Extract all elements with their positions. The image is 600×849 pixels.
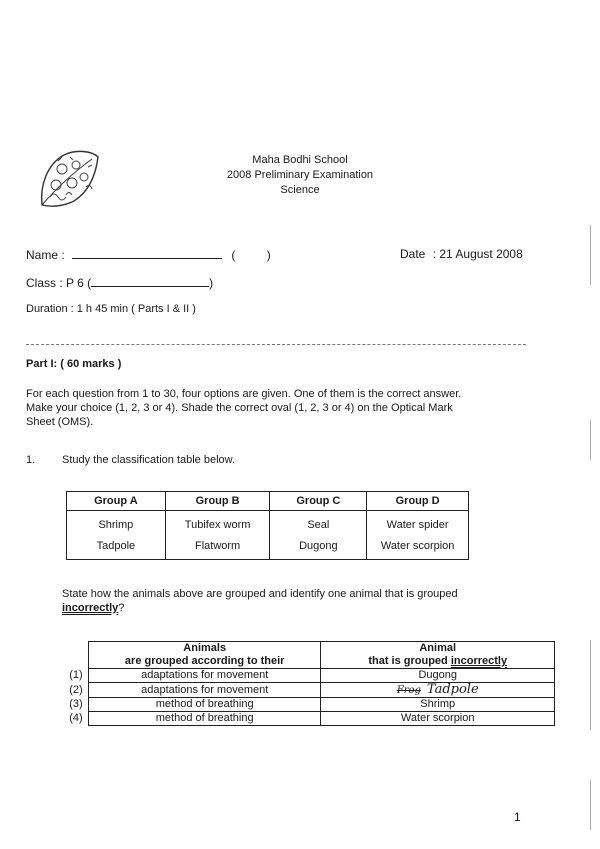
class-paren-close: ) — [209, 276, 214, 290]
duration: Duration : 1 h 45 min ( Parts I & II ) — [26, 303, 196, 315]
ask-line-2 — [62, 601, 458, 615]
header-a-line1: Animals — [183, 642, 227, 654]
instruction-line: Make your choice (1, 2, 3 or 4). Shade the correct oval (1, 2, 3 or 4) on the Optical Mark — [26, 402, 453, 414]
header-b-word: incorrectly — [450, 655, 508, 667]
name-paren-open: ( — [231, 248, 236, 262]
date-label: Date — [400, 247, 426, 261]
scan-margin-mark — [590, 225, 591, 285]
option-cell-b: Dugong — [321, 669, 555, 683]
scan-margin-mark — [590, 640, 591, 730]
name-label: Name : — [26, 248, 65, 262]
ask-emphasis: incorrectly — [62, 602, 119, 614]
options-header-row — [64, 642, 555, 669]
options-header-a — [88, 642, 320, 669]
school-name: Maha Bodhi School — [252, 154, 348, 166]
header-b-line1: Animal — [419, 642, 457, 654]
page-number: 1 — [514, 810, 521, 824]
table-cell: Dugong — [270, 535, 367, 560]
question-number: 1. — [26, 454, 36, 466]
options-table — [64, 641, 555, 726]
option-row[interactable] — [64, 698, 555, 712]
header-b-line2 — [321, 655, 554, 668]
option-cell-b — [321, 683, 555, 698]
option-cell-b: Water scorpion — [321, 712, 555, 726]
table-row — [67, 535, 469, 560]
date-value: : 21 August 2008 — [432, 247, 523, 261]
table-row — [67, 511, 469, 536]
name-field — [26, 247, 271, 262]
subject-title: Science — [280, 184, 320, 196]
name-paren-close: ) — [266, 248, 271, 262]
exam-title: 2008 Preliminary Examination — [226, 169, 374, 181]
instruction-line: For each question from 1 to 30, four options are given. One of them is the correct answer. — [26, 388, 462, 400]
option-cell-a: method of breathing — [88, 698, 320, 712]
option-cell-a: adaptations for movement — [88, 669, 320, 683]
class-label: Class : P 6 ( — [26, 276, 92, 290]
option-row[interactable] — [64, 712, 555, 726]
instruction-line: Sheet (OMS). — [26, 416, 94, 428]
header-b-pre: that is grouped — [368, 655, 451, 667]
option-cell-b: Shrimp — [321, 698, 555, 712]
table-cell: Flatworm — [165, 535, 270, 560]
question-prompt: Study the classification table below. — [62, 454, 236, 466]
struck-answer: Frog — [396, 685, 421, 696]
options-header-b — [321, 642, 555, 669]
option-number: (1) — [69, 669, 83, 681]
scan-margin-mark — [590, 780, 591, 830]
option-cell-a: method of breathing — [88, 712, 320, 726]
table-cell: Water spider — [367, 511, 469, 536]
divider-rule — [26, 344, 526, 345]
table-cell: Shrimp — [67, 511, 166, 536]
header-a-line2: are grouped according to their — [124, 655, 285, 667]
table-header: Group C — [270, 492, 367, 511]
ask-end: ? — [118, 602, 125, 614]
table-header: Group A — [67, 492, 166, 511]
option-number: (2) — [69, 683, 83, 696]
instructions — [26, 387, 461, 429]
classification-table — [66, 491, 469, 560]
table-cell: Seal — [270, 511, 367, 536]
class-blank[interactable] — [91, 275, 209, 287]
class-field — [26, 275, 213, 290]
question-ask — [62, 587, 458, 615]
ask-line: State how the animals above are grouped and identify one animal that is grouped — [62, 588, 458, 600]
option-number: (4) — [69, 712, 83, 724]
scan-margin-mark — [590, 420, 591, 460]
option-row[interactable] — [64, 669, 555, 683]
option-cell-a: adaptations for movement — [88, 683, 320, 698]
option-row[interactable] — [64, 683, 555, 698]
exam-header — [0, 153, 600, 198]
table-cell: Tubifex worm — [165, 511, 270, 536]
table-header: Group B — [165, 492, 270, 511]
table-header-row — [67, 492, 469, 511]
table-cell: Tadpole — [67, 535, 166, 560]
handwritten-answer: Tadpole — [426, 682, 479, 697]
date-field — [400, 247, 523, 261]
table-cell: Water scorpion — [367, 535, 469, 560]
option-number: (3) — [69, 698, 83, 710]
name-blank[interactable] — [72, 247, 222, 259]
part-title: Part I: ( 60 marks ) — [26, 358, 122, 370]
table-header: Group D — [367, 492, 469, 511]
